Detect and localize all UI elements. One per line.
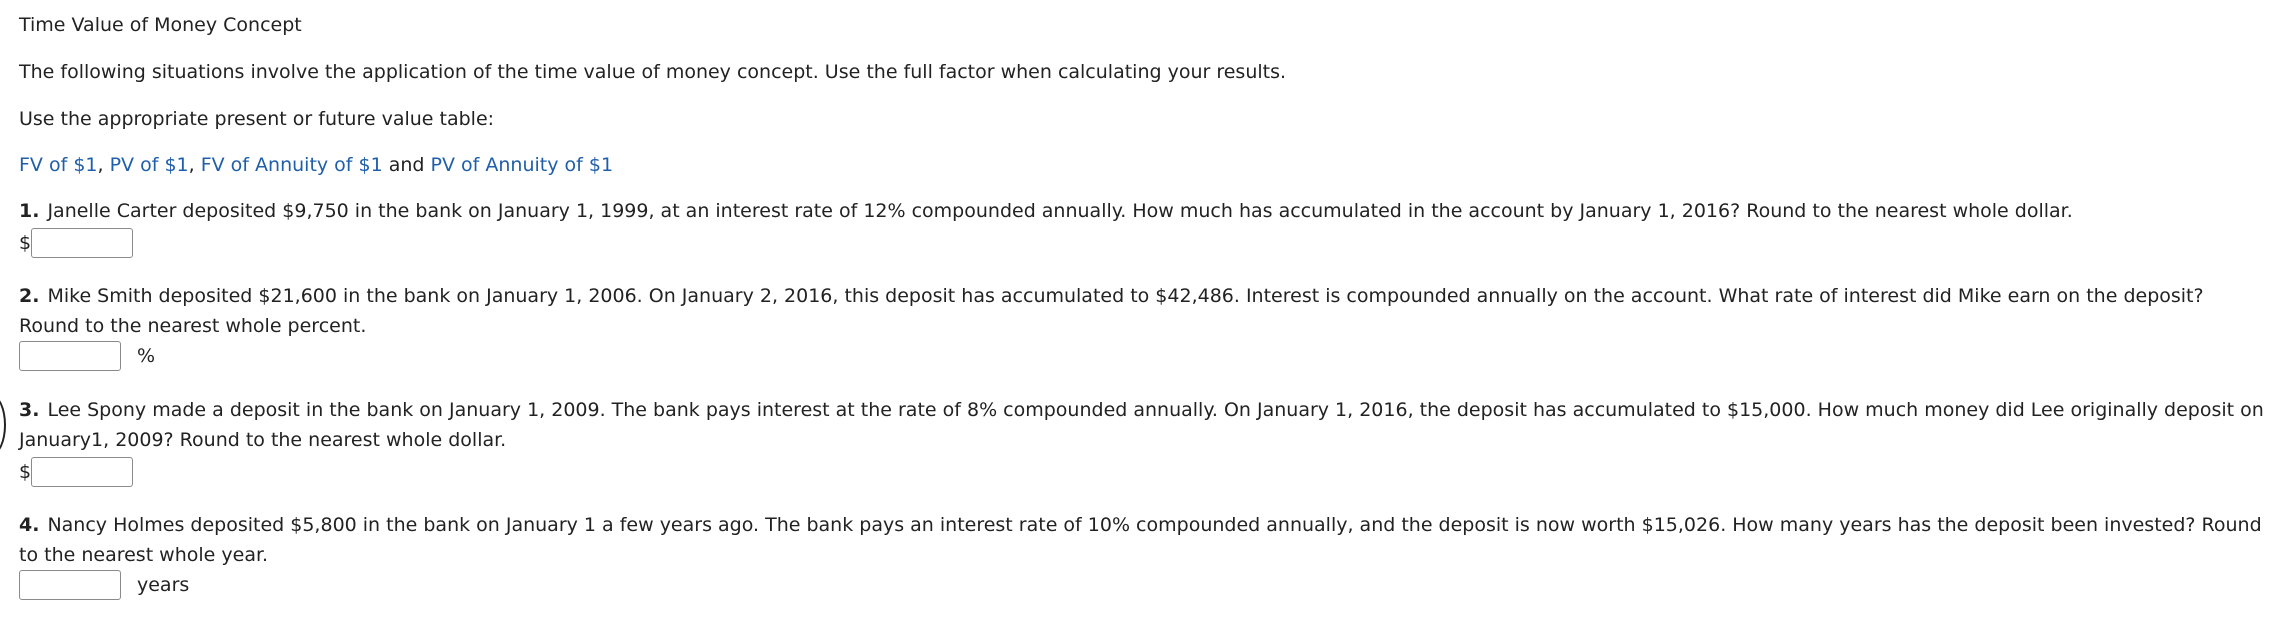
question-number: 4. [19,514,40,536]
currency-prefix: $ [19,232,32,254]
answer-2-input[interactable] [19,341,121,371]
question-text: Janelle Carter deposited $9,750 in the bank on January 1, 1999, at an interest rate of 12% compounded annually. How much has accumulated in the account by January 1, 2016? Round to the nearest whole dollar. [47,200,2073,222]
answer-3-input[interactable] [31,457,133,487]
page-title: Time Value of Money Concept [19,14,302,36]
pv-of-annuity-link[interactable]: PV of Annuity of $1 [430,154,614,176]
answer-1-input[interactable] [31,228,133,258]
question-4 [19,510,2269,570]
answer-4-input[interactable] [19,570,121,600]
question-text: Nancy Holmes deposited $5,800 in the bank on January 1 a few years ago. The bank pays an interest rate of 10% compounded annually, and the deposit is now worth $15,026. How many years has the deposit been invested? Round to the nearest whole year. [19,514,2262,566]
currency-prefix: $ [19,461,32,483]
question-number: 2. [19,285,40,307]
table-links [19,150,613,180]
pv-of-1-link[interactable]: PV of $1 [109,154,189,176]
years-suffix: years [137,574,190,596]
fv-of-annuity-link[interactable]: FV of Annuity of $1 [200,154,383,176]
answer-row-1 [19,225,133,261]
intro-text: The following situations involve the application of the time value of money concept. Use the full factor when calculating your results. [19,61,1287,83]
percent-suffix: % [137,345,156,367]
question-number: 1. [19,200,40,222]
question-2 [19,281,2269,341]
answer-row-3 [19,454,133,490]
answer-row-2 [19,338,155,374]
link-separator: , [188,154,201,176]
question-text: Mike Smith deposited $21,600 in the bank on January 1, 2006. On January 2, 2016, this deposit has accumulated to $42,486. Interest is compounded annually on the account. What rate of interest did Mike earn on the deposit? Round to the nearest whole percent. [19,285,2204,337]
question-3 [19,395,2269,455]
link-separator: , [97,154,110,176]
question-text: Lee Spony made a deposit in the bank on January 1, 2009. The bank pays interest at the rate of 8% compounded annually. On January 1, 2016, the deposit has accumulated to $15,000. How much money did Lee originally deposit on January1, 2009? Round to the nearest whole dollar. [19,399,2264,451]
window-edge-arc [0,395,6,455]
table-prompt: Use the appropriate present or future value table: [19,108,495,130]
question-number: 3. [19,399,40,421]
question-1 [19,196,2269,226]
link-conjunction: and [382,154,431,176]
answer-row-4 [19,567,189,603]
fv-of-1-link[interactable]: FV of $1 [19,154,98,176]
